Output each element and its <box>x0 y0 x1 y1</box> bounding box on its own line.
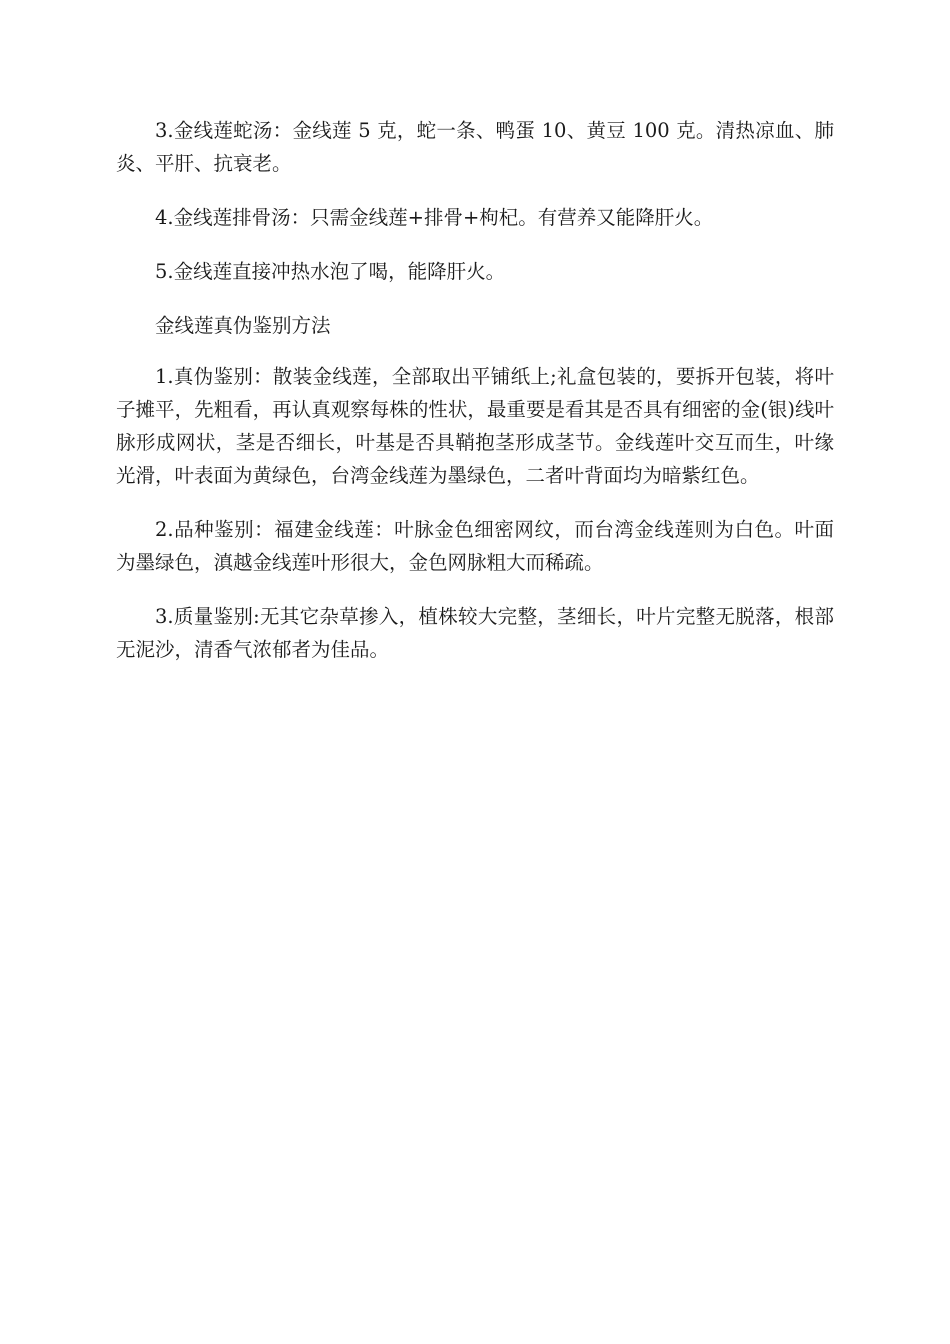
authenticity-identification: 1.真伪鉴别：散装金线莲，全部取出平铺纸上;礼盒包装的，要拆开包装，将叶子摊平，先粗看，再认真观察每株的性状，最重要是看其是否具有细密的金(银)线叶脉形成网状，茎是否细长，叶基是否具鞘抱茎形成茎节。金线莲叶交互而生，叶缘光滑，叶表面为黄绿色，台湾金线莲为墨绿色，二者叶背面均为暗紫红色。 <box>116 365 834 487</box>
recipe-pork-rib-soup: 4.金线莲排骨汤：只需金线莲+排骨+枸杞。有营养又能降肝火。 <box>155 206 714 229</box>
variety-identification: 2.品种鉴别：福建金线莲：叶脉金色细密网纹，而台湾金线莲则为白色。叶面为墨绿色，滇越金线莲叶形很大，金色网脉粗大而稀疏。 <box>116 518 834 574</box>
recipe-hot-water-tea: 5.金线莲直接冲热水泡了喝，能降肝火。 <box>155 260 506 283</box>
document-page <box>116 114 834 687</box>
quality-identification: 3.质量鉴别:无其它杂草掺入，植株较大完整，茎细长，叶片完整无脱落，根部无泥沙，清香气浓郁者为佳品。 <box>116 605 834 661</box>
section-heading-authentication: 金线莲真伪鉴别方法 <box>155 314 331 337</box>
recipe-snake-soup: 3.金线莲蛇汤：金线莲 5 克，蛇一条、鸭蛋 10、黄豆 100 克。清热凉血、肺炎、平肝、抗衰老。 <box>116 119 834 175</box>
